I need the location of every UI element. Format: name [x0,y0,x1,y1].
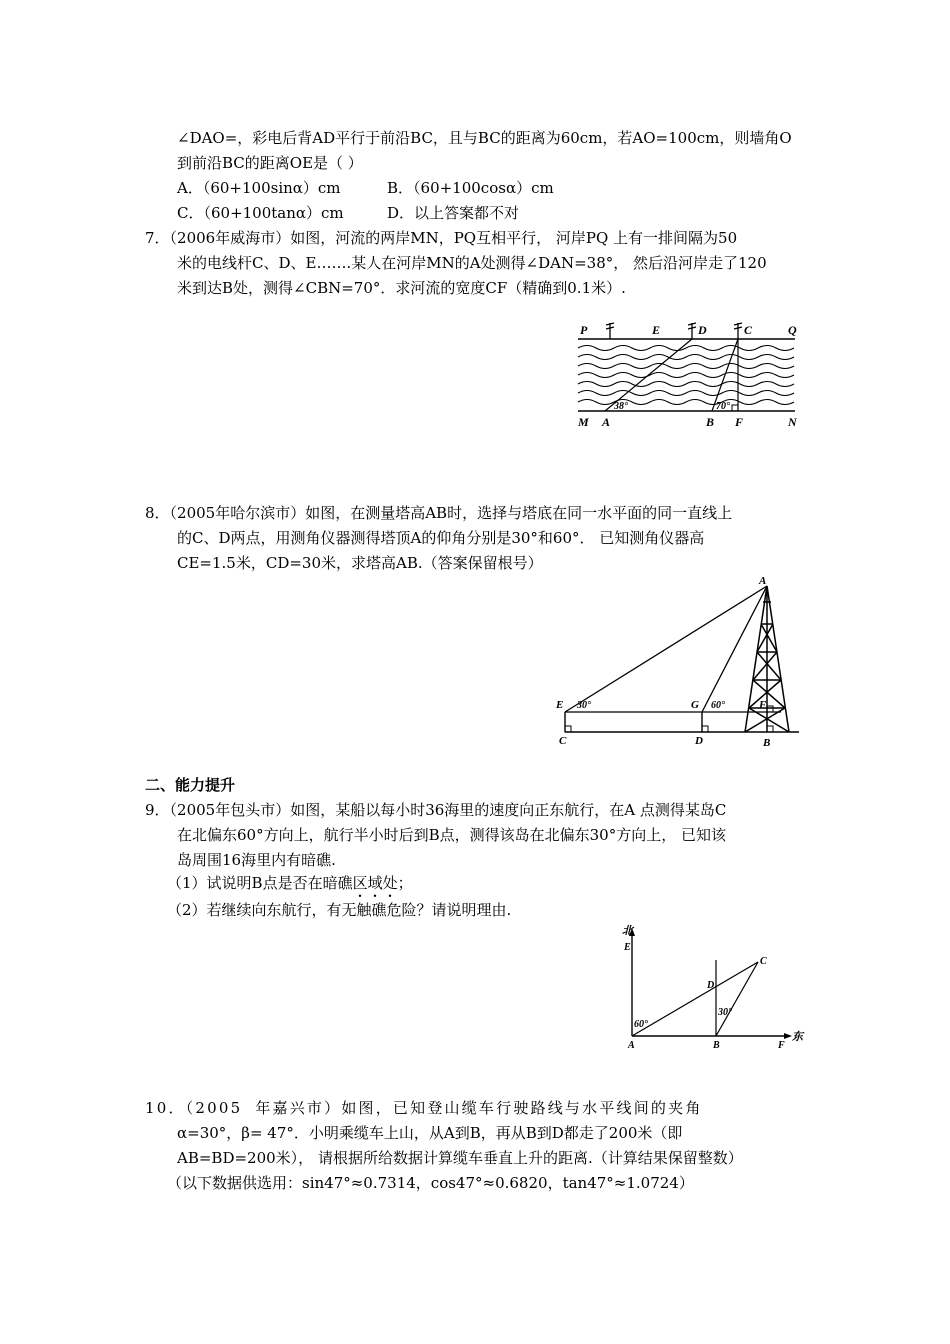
q9-text-line3: 岛周围16海里内有暗礁. [177,851,336,869]
q7-river-figure [570,315,805,430]
q8-text-line2: 的C、D两点，用测角仪器测得塔顶A的仰角分别是30°和60°． 已知测角仪器高 [177,529,705,547]
q7-label-p: P [580,323,588,337]
q8-text-line3: CE=1.5米，CD=30米，求塔高AB.（答案保留根号） [177,554,543,572]
q9-angle-30: 30° [718,1007,732,1018]
q9-label-f: F [778,1040,785,1051]
q7-label-f: F [735,415,744,429]
section-heading: 二、能力提升 [145,776,236,794]
q9-label-a: A [628,1040,635,1051]
q8-angle-30: 30° [577,700,591,711]
q9-subquestion-2: （2）若继续向东航行，有无触礁危险？请说明理由. [167,901,512,919]
q10-text-line3: AB=BD=200米）， 请根据所给数据计算缆车垂直上升的距离.（计算结果保留整数） [177,1149,743,1167]
q7-label-q: Q [788,323,797,337]
q9-subquestion-1 [167,873,413,901]
q8-label-c: C [559,735,567,747]
q7-angle-38: 38° [614,401,628,412]
q9-text-line1: 9．（2005年包头市）如图，某船以每小时36海里的速度向正东航行，在A 点测得某岛C [145,801,727,819]
q8-label-f: F [759,699,767,711]
q9-navigation-figure [618,920,808,1050]
q9-label-b: B [713,1040,720,1051]
q9-label-c: C [760,956,767,967]
q8-label-d: D [695,735,703,747]
q7-label-a: A [602,415,611,429]
q9-label-d: D [707,980,715,991]
q8-label-b: B [763,737,771,749]
q7-label-m: M [578,415,589,429]
q6-option-a: A．（60+100sinα）cm [177,179,341,197]
q8-text-line1: 8．（2005年哈尔滨市）如图，在测量塔高AB时，选择与塔底在同一水平面的同一直线上 [145,504,733,522]
q6-text-line1: ∠DAO=，彩电后背AD平行于前沿BC，且与BC的距离为60cm，若AO=100cm，则墙角O [177,129,792,147]
q9-sub1-text: （1）试说明B点是否在暗礁 [167,874,353,892]
q10-text-line1: 10．（2005 年嘉兴市）如图，已知登山缆车行驶路线与水平线间的夹角 [145,1099,703,1117]
q7-text-line2: 米的电线杆C、D、E…….某人在河岸MN的A处测得∠DAN=38°， 然后沿河岸走了120 [177,254,767,272]
q6-option-b: B．（60+100cosα）cm [387,179,554,197]
q6-text-line2: 到前沿BC的距离OE是（ ） [177,154,363,172]
q8-label-e: E [556,699,564,711]
q9-label-e: E [624,942,631,953]
q9-sub1-end: ； [397,874,413,892]
q7-label-b: B [706,415,715,429]
q8-label-a: A [759,575,767,587]
q8-label-g: G [691,699,699,711]
q7-text-line3: 米到达B处，测得∠CBN=70°．求河流的宽度CF（精确到0.1米）. [177,279,626,297]
q8-tower-figure [555,574,805,749]
q7-text-line1: 7．（2006年威海市）如图，河流的两岸MN，PQ互相平行， 河岸PQ 上有一排间隔为50 [145,229,738,247]
q8-angle-60: 60° [711,700,725,711]
q9-text-line2: 在北偏东60°方向上，航行半小时后到B点，测得该岛在北偏东30°方向上， 已知该 [177,826,726,844]
q6-option-d: D．以上答案都不对 [387,204,520,222]
q9-angle-60: 60° [634,1019,648,1030]
q10-text-line4: （以下数据供选用：sin47°≈0.7314，cos47°≈0.6820，tan47°≈1.0724） [167,1174,694,1192]
q10-text-line2: α=30°，β= 47°．小明乘缆车上山，从A到B，再从B到D都走了200米（即 [177,1124,683,1142]
q7-label-c: C [744,323,753,337]
q9-label-east: 东 [792,1031,803,1043]
q6-option-c: C．（60+100tanα）cm [177,204,344,222]
q7-label-d: D [698,323,707,337]
q7-label-e: E [652,323,661,337]
q7-label-n: N [788,415,797,429]
q7-angle-70: 70° [716,401,730,412]
q9-sub1-emphasis: 区域处 [352,874,398,892]
q9-label-north: 北 [622,925,633,937]
